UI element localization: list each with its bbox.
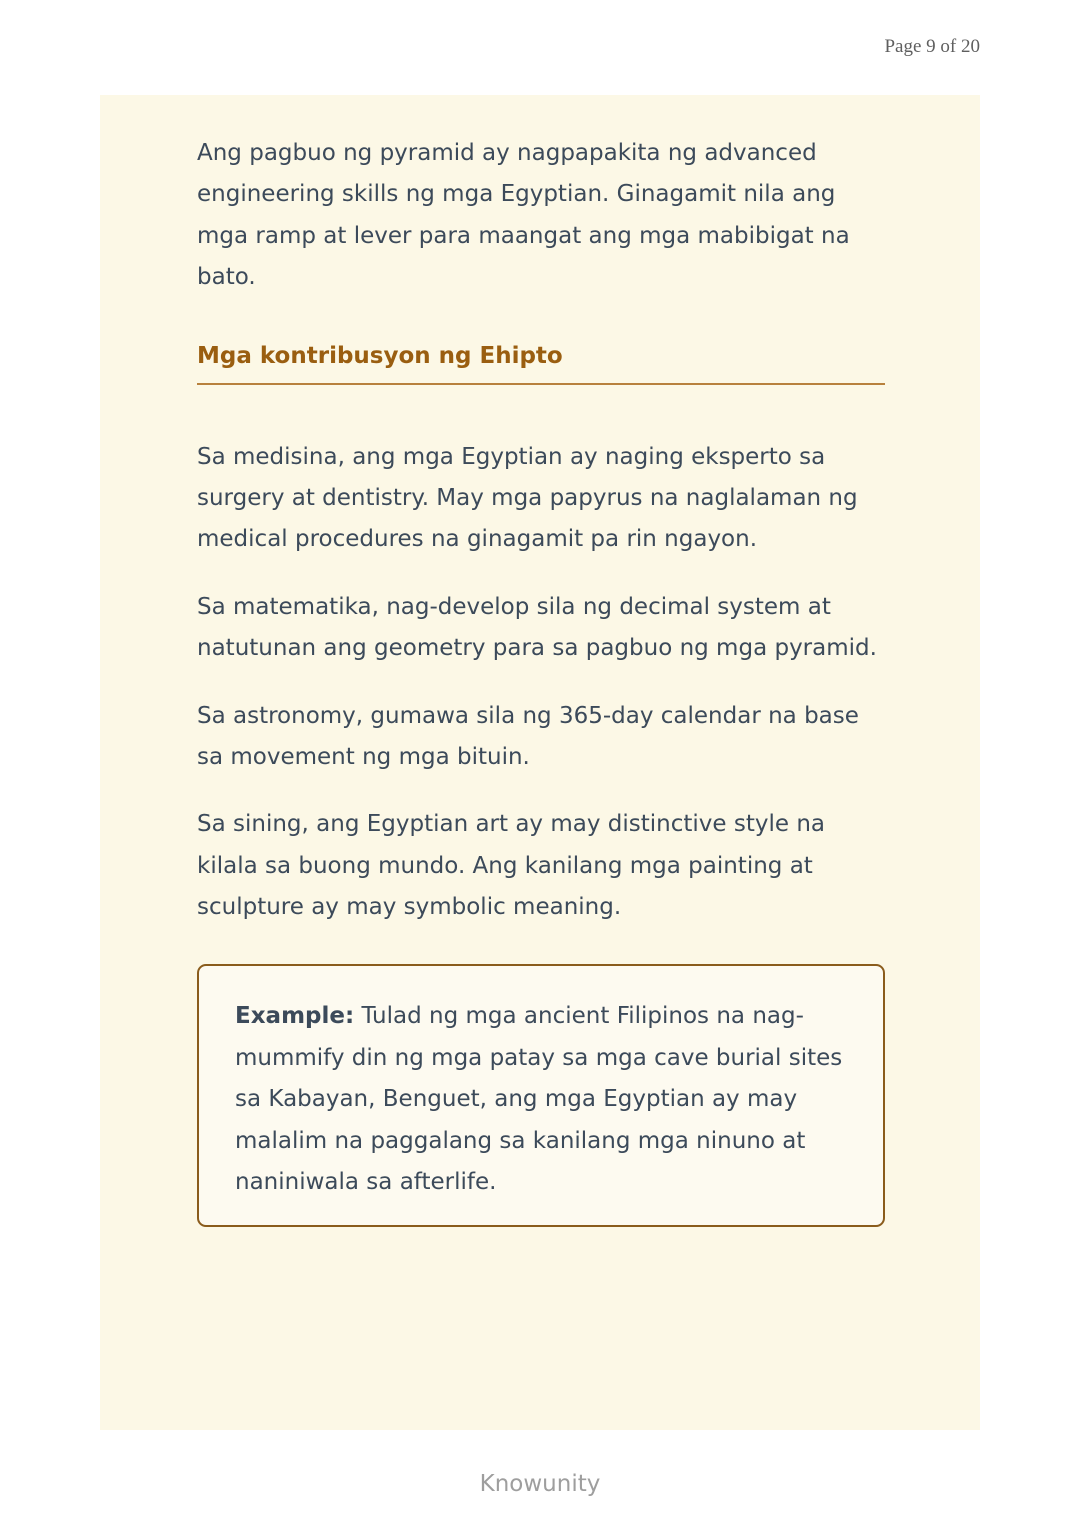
paragraph-astronomy: Sa astronomy, gumawa sila ng 365-day calendar na base sa movement ng mga bituin. (197, 702, 859, 770)
heading-rule (197, 383, 885, 385)
paragraph-intro: Ang pagbuo ng pyramid ay nagpapakita ng advanced engineering skills ng mga Egyptian. Ginagamit nila ang mga ramp at lever para maangat ang mga mabibigat na bato. (197, 140, 850, 291)
section-heading: Mga kontribusyon ng Ehipto (197, 342, 563, 369)
paragraph-medicine: Sa medisina, ang mga Egyptian ay naging eksperto sa surgery at dentistry. May mga papyrus na naglalaman ng medical procedures na ginagamit pa rin ngayon. (197, 443, 858, 553)
example-box (197, 964, 885, 1227)
example-label: Example: (235, 1003, 355, 1030)
example-text: Tulad ng mga ancient Filipinos na nag-mummify din ng mga patay sa mga cave burial sites sa Kabayan, Benguet, ang mga Egyptian ay may malalim na paggalang sa kanilang mga ninuno at naniniwala sa afterlife. (235, 1003, 843, 1196)
paragraph-mathematics: Sa matematika, nag-develop sila ng decimal system at natutunan ang geometry para sa pagbuo ng mga pyramid. (197, 593, 877, 662)
paragraph-art: Sa sining, ang Egyptian art ay may distinctive style na kilala sa buong mundo. Ang kanilang mga painting at sculpture ay may symbolic meaning. (197, 811, 825, 921)
page-number: Page 9 of 20 (884, 36, 980, 57)
content-card (100, 95, 980, 1430)
footer-brand: Knowunity (479, 1471, 601, 1497)
example-paragraph (235, 996, 847, 1203)
